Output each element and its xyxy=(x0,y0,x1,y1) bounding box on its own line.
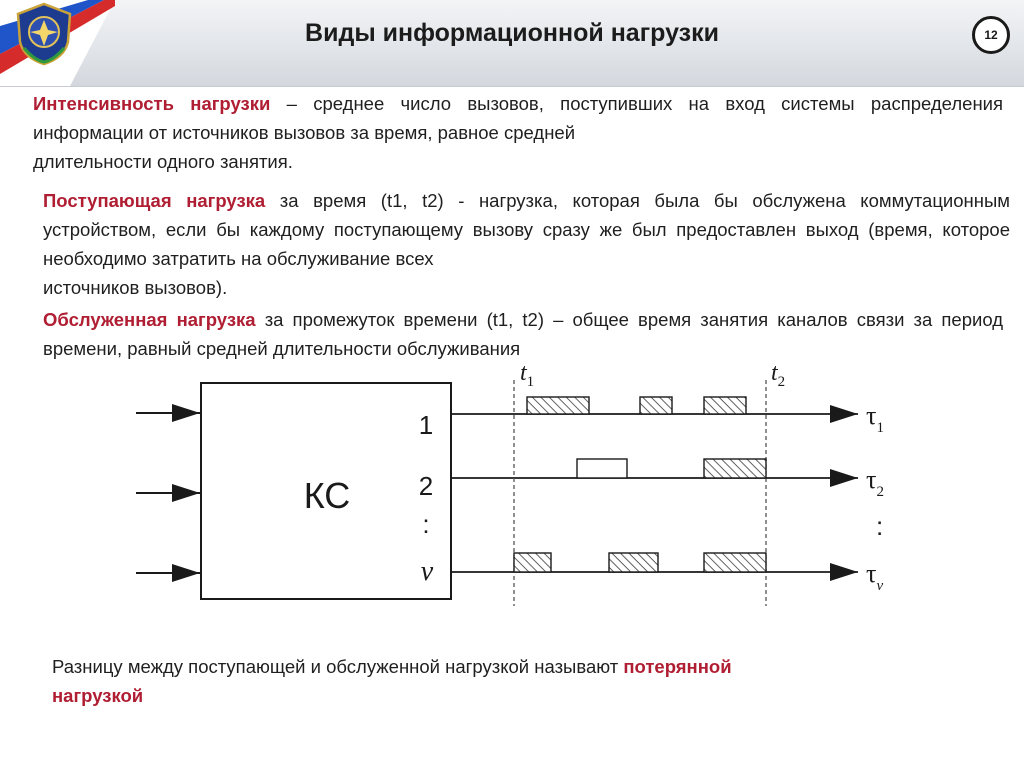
output-label-tauv: $\tau_v$ xyxy=(866,559,884,594)
occupancy-block xyxy=(704,397,746,414)
time-marker-t1: $t_1$ xyxy=(520,360,535,390)
occupancy-block-unserved xyxy=(577,459,627,478)
paragraph-lost-load xyxy=(52,652,1000,710)
slide-title: Виды информационной нагрузки xyxy=(305,19,719,47)
output-arrowhead-1 xyxy=(830,405,858,423)
paragraph-offered-load-last-line: источников вызовов). xyxy=(43,277,228,298)
paragraph-intensity-last-line: длительности одного занятия. xyxy=(33,151,293,172)
time-marker-t2: $t_2$ xyxy=(771,360,786,390)
term-intensity: Интенсивность нагрузки xyxy=(33,93,271,114)
paragraph-served-load-text: за промежуток времени (t1, t2) – общее время занятия каналов связи за период времени, равный средней длительности обслуживания xyxy=(43,309,1003,359)
term-lost-load-part1: потерянной xyxy=(623,656,732,677)
channel-label-dots: : xyxy=(422,509,430,539)
channel-label-v: v xyxy=(420,556,434,587)
input-arrowhead-2 xyxy=(172,484,200,502)
paragraph-lost-load-text: Разницу между поступающей и обслуженной нагрузкой называют xyxy=(52,656,624,677)
occupancy-block xyxy=(704,459,766,478)
output-arrowhead-v xyxy=(830,563,858,581)
term-offered-load: Поступающая нагрузка xyxy=(43,190,266,211)
occupancy-block xyxy=(514,553,551,572)
output-arrowhead-2 xyxy=(830,469,858,487)
page-number-badge: 12 xyxy=(972,16,1010,54)
paragraph-intensity-text: – среднее число вызовов, поступивших на вход системы распределения информации от источников вызовов за время, равное средней xyxy=(33,93,1004,143)
box-label: КС xyxy=(303,475,351,516)
term-lost-load-part2: нагрузкой xyxy=(52,685,144,706)
occupancy-block xyxy=(527,397,589,414)
output-label-tau1: $\tau_1$ xyxy=(866,401,884,436)
paragraph-offered-load-text: за время (t1, t2) - нагрузка, которая была бы обслужена коммутационным устройством, если бы каждому поступающему вызову сразу же был предоставлен выход (время, которое необходимо затратить на обслуживание всех xyxy=(43,190,1011,269)
channel-label-1: 1 xyxy=(418,410,434,440)
output-label-dots: : xyxy=(876,511,884,541)
channel-label-2: 2 xyxy=(418,471,434,501)
term-served-load: Обслуженная нагрузка xyxy=(43,309,256,330)
occupancy-block xyxy=(704,553,766,572)
input-arrowhead-1 xyxy=(172,404,200,422)
occupancy-block xyxy=(609,553,658,572)
input-arrows xyxy=(136,404,200,582)
occupancy-block xyxy=(640,397,672,414)
input-arrowhead-3 xyxy=(172,564,200,582)
output-label-tau2: $\tau_2$ xyxy=(866,465,884,500)
